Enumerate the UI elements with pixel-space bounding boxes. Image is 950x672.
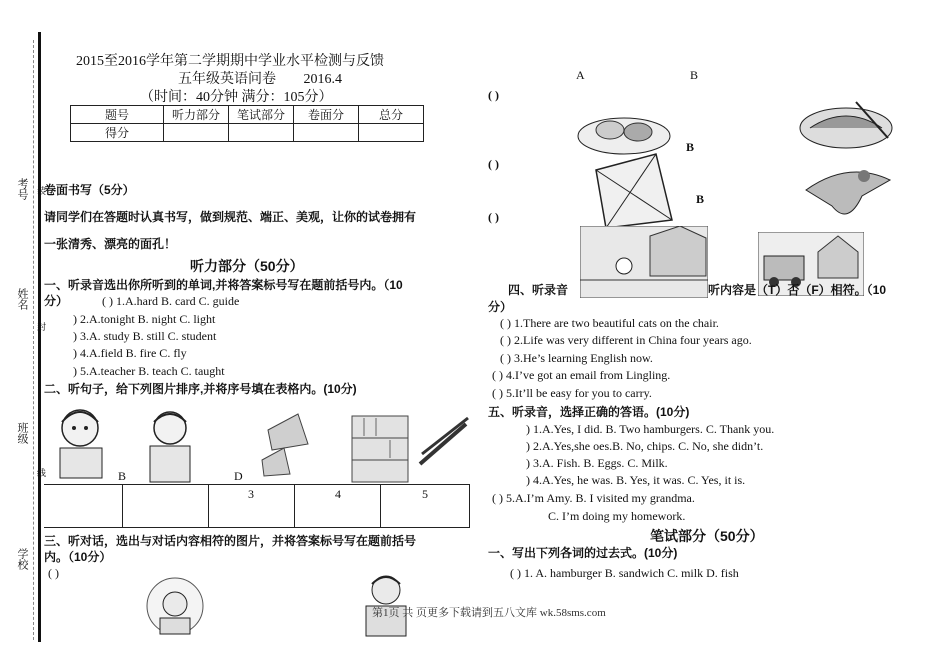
exam-subtitle-text: 五年级英语问卷: [178, 72, 276, 87]
pencils-picture: [416, 414, 472, 472]
table-line: [44, 484, 470, 485]
exam-subtitle: [178, 68, 342, 88]
s2-label-4: 4: [335, 487, 341, 501]
cheese-picture: [258, 410, 316, 480]
s1-title-cont: 分）: [44, 294, 69, 308]
bookshelf-picture: [350, 414, 410, 484]
score-table: [70, 105, 424, 142]
s1-item-3: ) 3.A. study B. still C. student: [73, 329, 217, 343]
binding-line: [38, 32, 41, 642]
s3-title: 三、听对话，选出与对话内容相符的图片，并将答案标号写在题前括号: [44, 534, 417, 548]
seal-mark-3: 线: [35, 468, 45, 477]
page-footer: 第1页 共 页更多下载请到五八文库 wk.58sms.com: [372, 607, 606, 619]
score-input-cell[interactable]: [294, 124, 359, 142]
class-label: 班级: [16, 422, 29, 444]
table-line: [208, 484, 209, 528]
score-input-cell[interactable]: [229, 124, 294, 142]
exam-number-label: 考号: [16, 178, 29, 200]
table-line: [469, 484, 470, 528]
writing-s1-item-1: ( ) 1. A. hamburger B. sandwich C. milk D. fish: [510, 566, 739, 580]
right-bracket-2: ( ): [488, 157, 499, 171]
s2-label-3: 3: [248, 487, 254, 501]
s3-title-cont: 内。（10分）: [44, 550, 112, 564]
table-line: [380, 484, 381, 528]
s4-item-2: ( ) 2.Life was very different in China four years ago.: [500, 333, 752, 347]
s4-item-1: ( ) 1.There are two beautiful cats on the chair.: [500, 316, 719, 330]
girl-reading-picture: [136, 576, 214, 638]
table-line: [44, 527, 470, 528]
score-input-cell[interactable]: [359, 124, 424, 142]
s4-title-cont: 分）: [488, 300, 513, 314]
school-label: 学校: [16, 548, 29, 570]
seal-mark-1: 装: [35, 186, 45, 195]
right-label-b: B: [690, 68, 699, 82]
score-input-cell[interactable]: [164, 124, 229, 142]
girl-studying-picture: [140, 404, 200, 486]
food-plate-picture: [576, 106, 672, 156]
exam-date: 2016.4: [303, 72, 342, 87]
s5-item-3: ) 3.A. Fish. B. Eggs. C. Milk.: [526, 456, 668, 470]
table-line: [122, 484, 123, 528]
score-table-header-row: [71, 106, 424, 124]
s4-item-3: ( ) 3.He’s learning English now.: [500, 351, 653, 365]
score-cell: 听力部分: [164, 106, 229, 124]
handwriting-line-1: 请同学们在答题时认真书写，做到规范、端正、美观，让你的试卷拥有: [44, 210, 417, 224]
seal-mark-2: 封: [35, 322, 45, 331]
s1-item-1: ( ) 1.A.hard B. card C. guide: [102, 294, 240, 308]
handwriting-title: 卷面书写（5分）: [44, 183, 135, 197]
noodle-bowl-picture: [796, 98, 894, 154]
s5-title: 五、听录音，选择正确的答语。(10分): [488, 405, 690, 419]
right-bracket-3: ( ): [488, 210, 499, 224]
score-cell: 笔试部分: [229, 106, 294, 124]
listening-heading: 听力部分（50分）: [190, 258, 304, 274]
exam-title: 2015至2016学年第二学期期中学业水平检测与反馈: [76, 54, 384, 69]
s4-item-4: ( ) 4.I’ve got an email from Lingling.: [492, 368, 671, 382]
right-bracket-1: ( ): [488, 88, 499, 102]
right-label-b3: B: [696, 192, 705, 206]
score-cell: 得分: [71, 124, 164, 142]
s2-answer-table: [44, 484, 470, 528]
score-cell: 题号: [71, 106, 164, 124]
writing-s1-title: 一、写出下列各词的过去式。(10分): [488, 546, 678, 560]
s2-label-b: B: [118, 469, 127, 483]
score-cell: 总分: [359, 106, 424, 124]
writing-heading: 笔试部分（50分）: [650, 528, 764, 544]
s5-item-5: ( ) 5.A.I’m Amy. B. I visited my grandma.: [492, 491, 695, 505]
s1-item-4: ) 4.A.field B. fire C. fly: [73, 346, 187, 360]
school-running-picture: [580, 226, 708, 298]
s4-item-5: ( ) 5.It’ll be easy for you to carry.: [492, 386, 652, 400]
s4-title-start: 四、听录音: [508, 283, 569, 297]
s1-title: 一、听录音选出你所听到的单词,并将答案标号写在题前括号内。（10: [44, 278, 403, 292]
s1-item-2: ) 2.A.tonight B. night C. light: [73, 312, 216, 326]
score-cell: 卷面分: [294, 106, 359, 124]
exam-time-info: （时间：40分钟 满分：105分）: [140, 90, 333, 105]
kite-picture: [586, 150, 676, 232]
s2-title: 二、听句子，给下列图片排序,并将序号填在表格内。(10分): [44, 382, 357, 396]
s3-bracket: ( ): [48, 566, 59, 580]
girl-crying-picture: [46, 402, 116, 482]
name-label: 姓名: [16, 288, 29, 310]
s5-item-5-c: C. I’m doing my homework.: [548, 509, 686, 523]
binding-dashed-line: [33, 40, 34, 640]
s4-title-end: 听内容是（T）否（F）相符。（10: [708, 283, 887, 297]
s5-item-4: ) 4.A.Yes, he was. B. Yes, it was. C. Yes, it is.: [526, 473, 746, 487]
table-line: [294, 484, 295, 528]
s5-item-2: ) 2.A.Yes,she oes.B. No, chips. C. No, she didn’t.: [526, 439, 764, 453]
right-label-a: A: [576, 68, 585, 82]
right-label-b2: B: [686, 140, 695, 154]
score-table-score-row: [71, 124, 424, 142]
s2-label-5: 5: [422, 487, 428, 501]
s1-item-5: ) 5.A.teacher B. teach C. taught: [73, 364, 225, 378]
s2-label-d: D: [234, 469, 243, 483]
bird-kite-picture: [802, 150, 894, 230]
s5-item-1: ) 1.A.Yes, I did. B. Two hamburgers. C. Thank you.: [526, 422, 775, 436]
handwriting-line-2: 一张清秀、漂亮的面孔！: [44, 237, 177, 251]
